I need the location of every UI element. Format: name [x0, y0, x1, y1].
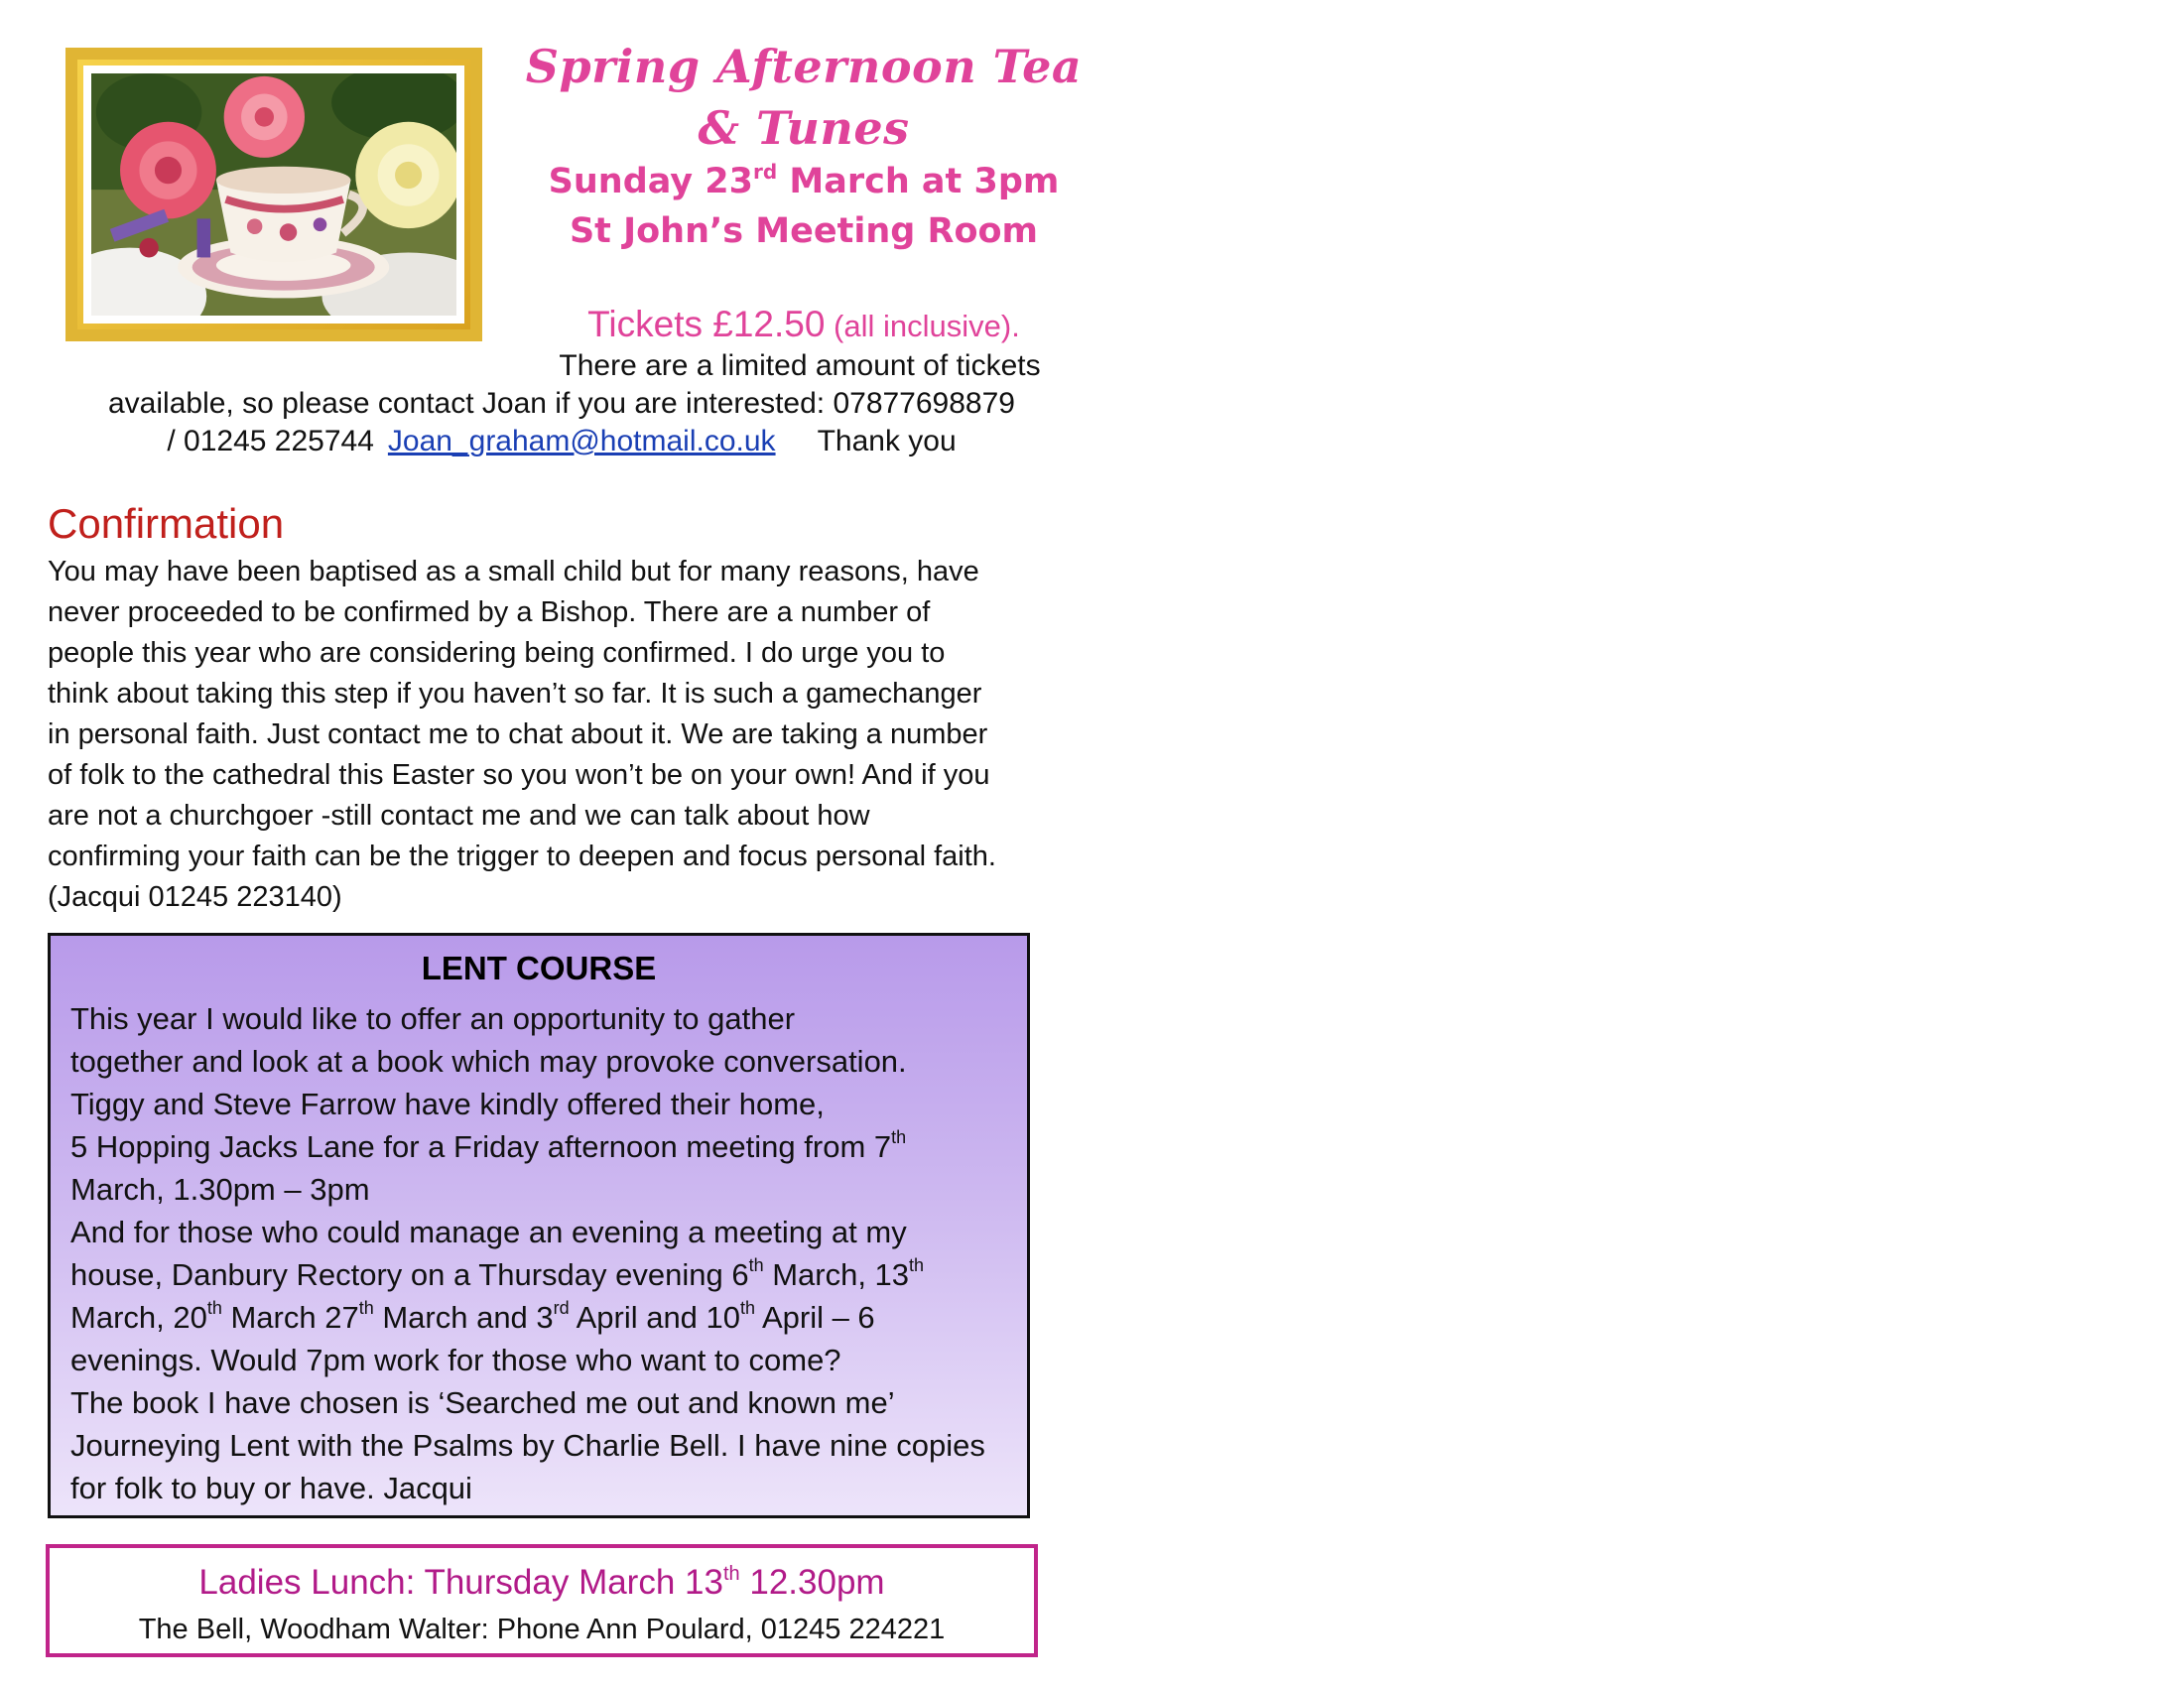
confirmation-heading: Confirmation: [48, 500, 285, 547]
lent-line: Journeying Lent with the Psalms by Charlie Bell. I have nine copies: [70, 1428, 985, 1463]
ordinal-sup: th: [722, 1563, 740, 1585]
lent-line-text: April and 10: [569, 1300, 741, 1335]
lent-line-text: April – 6: [755, 1300, 875, 1335]
tea-title-line1: Spring Afternoon Tea: [525, 40, 1083, 93]
ordinal-sup: rd: [553, 1298, 570, 1318]
lent-line: evenings. Would 7pm work for those who want to come?: [70, 1343, 841, 1377]
lent-line: March, 1.30pm – 3pm: [70, 1172, 370, 1207]
ordinal-sup: th: [358, 1298, 374, 1318]
tea-contact-line3: [46, 423, 1078, 460]
lunch-title-time: 12.30pm: [739, 1563, 885, 1602]
tea-contact-paragraph: [46, 347, 1078, 460]
lunch-title-text: Ladies Lunch: Thursday March 13: [198, 1563, 723, 1602]
confirmation-line: confirming your faith can be the trigger to deepen and focus personal faith.: [48, 841, 996, 872]
lent-line: for folk to buy or have. Jacqui: [70, 1471, 472, 1505]
tea-limited-line1: There are a limited amount of tickets: [559, 349, 1041, 382]
tea-date: [506, 157, 1101, 206]
ladies-lunch-detail: The Bell, Woodham Walter: Phone Ann Poulard, 01245 224221: [138, 1614, 946, 1645]
tea-event-title: [506, 36, 1101, 159]
lent-line-text: March 27: [221, 1300, 359, 1335]
tea-event-details: [506, 157, 1101, 256]
confirmation-line: (Jacqui 01245 223140): [48, 881, 342, 913]
lent-line: This year I would like to offer an opportunity to gather: [70, 1001, 796, 1036]
confirmation-line: You may have been baptised as a small child but for many reasons, have: [48, 556, 979, 587]
tea-limited-line2: available, so please contact Joan if you are interested: 07877698879: [108, 387, 1015, 420]
lent-line: And for those who could manage an evening a meeting at my: [70, 1215, 907, 1249]
tea-date-prefix: Sunday 23: [548, 162, 753, 201]
ordinal-sup: th: [891, 1127, 907, 1147]
lent-line-text: March and 3: [373, 1300, 554, 1335]
teacup-roses-photo: [83, 65, 464, 324]
lent-line: [70, 1253, 1018, 1296]
ordinal-sup: th: [740, 1298, 756, 1318]
confirmation-body: [48, 552, 1099, 918]
confirmation-line: people this year who are considering being confirmed. I do urge you to: [48, 637, 946, 669]
joan-email-link[interactable]: Joan_graham@hotmail.co.uk: [387, 425, 776, 457]
tea-tickets-price: Tickets £12.50: [587, 304, 826, 344]
lent-course-box: [48, 933, 1030, 1518]
lent-line: Tiggy and Steve Farrow have kindly offered their home,: [70, 1087, 825, 1121]
tea-title-line2: & Tunes: [698, 101, 910, 155]
tea-date-suffix-sup: rd: [753, 160, 778, 184]
confirmation-line: in personal faith. Just contact me to chat about it. We are taking a number: [48, 718, 988, 750]
lent-line-text: 5 Hopping Jacks Lane for a Friday afternoon meeting from 7: [70, 1129, 892, 1164]
tea-tickets-note: (all inclusive).: [825, 309, 1020, 343]
lent-line: The book I have chosen is ‘Searched me out and known me’: [70, 1385, 895, 1420]
confirmation-line: never proceeded to be confirmed by a Bishop. There are a number of: [48, 596, 931, 628]
lent-course-body: [70, 997, 1018, 1509]
tea-photo-frame: [65, 48, 482, 341]
lent-line: [70, 1125, 1018, 1168]
tea-date-time: March at 3pm: [777, 162, 1060, 201]
lent-line: [70, 1296, 1018, 1339]
confirmation-line: are not a churchgoer -still contact me and we can talk about how: [48, 800, 870, 832]
tea-tickets: [536, 300, 1072, 351]
ladies-lunch-title: [50, 1560, 1034, 1606]
ladies-lunch-box: [46, 1544, 1038, 1657]
confirmation-line: think about taking this step if you haven’t so far. It is such a gamechanger: [48, 678, 982, 710]
tea-thanks: Thank you: [817, 425, 957, 457]
lent-line-text: house, Danbury Rectory on a Thursday evening 6: [70, 1257, 749, 1292]
ordinal-sup: th: [748, 1255, 764, 1275]
lent-line: together and look at a book which may provoke conversation.: [70, 1044, 907, 1079]
tea-phone2: / 01245 225744: [167, 425, 374, 457]
ordinal-sup: th: [909, 1255, 925, 1275]
lent-line-text: March, 13: [763, 1257, 910, 1292]
tea-venue: St John’s Meeting Room: [569, 211, 1039, 251]
confirmation-line: of folk to the cathedral this Easter so you won’t be on your own! And if you: [48, 759, 990, 791]
lent-line-text: March, 20: [70, 1300, 207, 1335]
ordinal-sup: th: [206, 1298, 222, 1318]
lent-course-title: LENT COURSE: [421, 950, 657, 986]
